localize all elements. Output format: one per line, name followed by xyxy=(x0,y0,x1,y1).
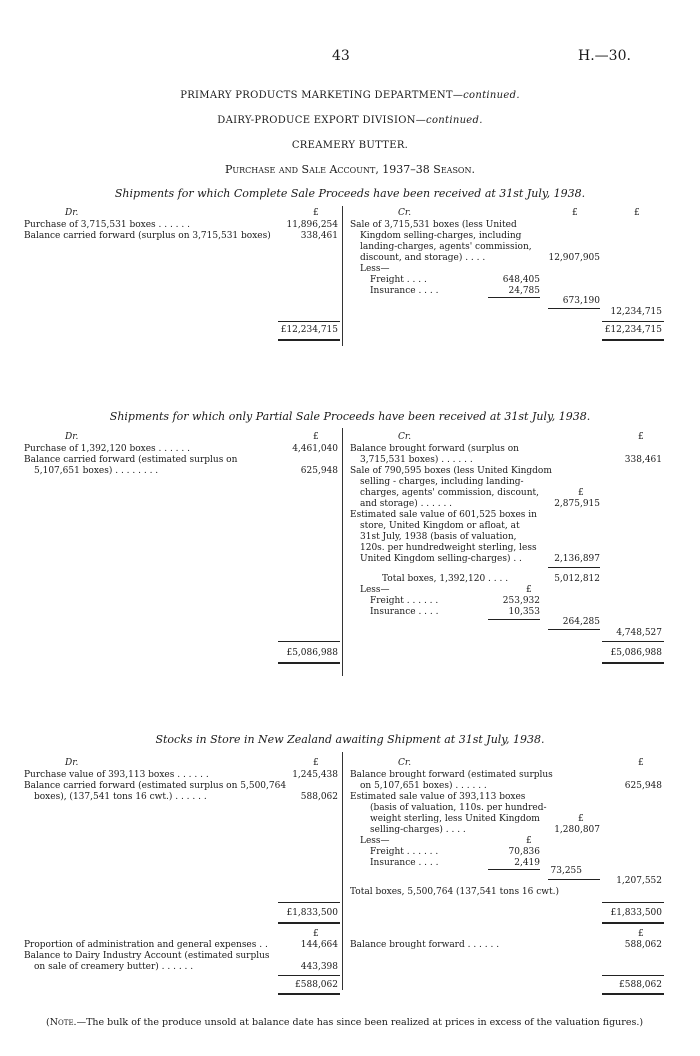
rule xyxy=(278,902,340,903)
page-number: 43 xyxy=(332,48,350,64)
debit-entry-label: Balance carried forward (surplus on 3,715,531 boxes) xyxy=(24,231,271,241)
rule xyxy=(278,641,340,642)
credit-entry-amount: 2,136,897 xyxy=(554,554,600,564)
insurance-label: Insurance . . . . xyxy=(370,607,439,617)
debit-entry-amount: 338,461 xyxy=(300,231,338,241)
credit-entry-label: Balance brought forward (surplus on xyxy=(350,444,519,454)
credit-entry-label: Estimated sale value of 601,525 boxes in xyxy=(350,510,537,520)
debit-entry-amount: 4,461,040 xyxy=(292,444,338,454)
debit-entry-label: Proportion of administration and general expenses . . xyxy=(24,940,268,950)
section-heading: Shipments for which only Partial Sale Proceeds have been received at 31st July, 1938. xyxy=(109,410,591,423)
debit-entry-amount: 11,896,254 xyxy=(286,220,338,230)
rule xyxy=(602,321,664,322)
credit-entry-amount: 338,461 xyxy=(624,455,662,465)
double-rule xyxy=(602,662,664,664)
debit-entry-amount: 625,948 xyxy=(300,466,338,476)
credit-total: £5,086,988 xyxy=(610,648,662,658)
debit-label: Dr. xyxy=(65,208,79,218)
rule xyxy=(602,975,664,976)
credit-entry-label: weight sterling, less United Kingdom xyxy=(370,814,540,824)
less-total-amount: 73,255 xyxy=(550,866,582,876)
rule xyxy=(602,641,664,642)
credit-entry-label: United Kingdom selling-charges) . . xyxy=(360,554,522,564)
credit-label: Cr. xyxy=(398,432,412,442)
debit-total: £12,234,715 xyxy=(280,325,338,335)
insurance-label: Insurance . . . . xyxy=(370,286,439,296)
freight-label: Freight . . . . xyxy=(370,275,427,285)
less-label: Less— xyxy=(360,264,390,274)
credit-entry-label: Balance brought forward (estimated surplus xyxy=(350,770,553,780)
credit-entry-label: discount, and storage) . . . . xyxy=(360,253,486,263)
pound-symbol: £ xyxy=(526,836,532,846)
credit-entry-label: 31st July, 1938 (basis of valuation, xyxy=(360,532,517,542)
debit-entry-amount: 1,245,438 xyxy=(292,770,338,780)
double-rule xyxy=(278,662,340,664)
insurance-amount: 10,353 xyxy=(508,607,540,617)
debit-entry-label: Purchase of 3,715,531 boxes . . . . . . xyxy=(24,220,190,230)
freight-amount: 648,405 xyxy=(502,275,540,285)
credit-entry-label: selling - charges, including landing- xyxy=(360,477,524,487)
column-divider xyxy=(342,428,343,676)
pound-symbol: £ xyxy=(578,814,584,824)
credit-entry-label: Sale of 3,715,531 boxes (less United xyxy=(350,220,517,230)
pound-symbol: £ xyxy=(313,432,319,442)
credit-total: £588,062 xyxy=(619,980,662,990)
pound-symbol: £ xyxy=(313,929,319,939)
credit-entry-label: Kingdom selling-charges, including xyxy=(360,231,522,241)
debit-label: Dr. xyxy=(65,758,79,768)
credit-entry-amount: 2,875,915 xyxy=(554,499,600,509)
credit-entry-amount: 1,280,807 xyxy=(554,825,600,835)
total-boxes-label: Total boxes, 1,392,120 . . . . xyxy=(382,574,509,584)
double-rule xyxy=(602,922,664,924)
debit-total: £5,086,988 xyxy=(286,648,338,658)
debit-total: £588,062 xyxy=(295,980,338,990)
pound-symbol: £ xyxy=(638,929,644,939)
insurance-label: Insurance . . . . xyxy=(370,858,439,868)
footnote: (Note.—The bulk of the produce unsold at balance date has since been realized at prices in excess of the valuation figures.) xyxy=(46,1017,644,1028)
debit-entry-label: Balance to Dairy Industry Account (estimated surplus xyxy=(24,951,270,961)
double-rule xyxy=(278,922,340,924)
credit-entry-amount: 625,948 xyxy=(624,781,662,791)
credit-entry-label: 120s. per hundredweight sterling, less xyxy=(360,543,537,553)
double-rule xyxy=(602,993,664,995)
debit-label: Dr. xyxy=(65,432,79,442)
net-amount: 1,207,552 xyxy=(616,876,662,886)
less-total-amount: 673,190 xyxy=(562,296,600,306)
section-heading: Stocks in Store in New Zealand awaiting Shipment at 31st July, 1938. xyxy=(155,733,545,746)
division-title: DAIRY-PRODUCE EXPORT DIVISION—continued. xyxy=(217,115,483,126)
rule xyxy=(278,975,340,976)
column-divider xyxy=(342,752,343,990)
double-rule xyxy=(602,339,664,341)
credit-entry-label: on 5,107,651 boxes) . . . . . . xyxy=(360,781,487,791)
credit-entry-label: landing-charges, agents' commission, xyxy=(360,242,532,252)
debit-entry-label: Balance carried forward (estimated surplus on xyxy=(24,455,238,465)
credit-entry-label: store, United Kingdom or afloat, at xyxy=(360,521,520,531)
credit-total: £12,234,715 xyxy=(604,325,662,335)
less-total-amount: 264,285 xyxy=(562,617,600,627)
pound-symbol: £ xyxy=(638,432,644,442)
credit-entry-label: and storage) . . . . . . xyxy=(360,499,453,509)
department-title: PRIMARY PRODUCTS MARKETING DEPARTMENT—continued. xyxy=(180,90,520,101)
pound-symbol: £ xyxy=(313,758,319,768)
debit-entry-amount: 144,664 xyxy=(300,940,338,950)
credit-entry-label: (basis of valuation, 110s. per hundred- xyxy=(370,803,547,813)
double-rule xyxy=(278,339,340,341)
debit-entry-label: on sale of creamery butter) . . . . . . xyxy=(34,962,194,972)
credit-entry-label: charges, agents' commission, discount, xyxy=(360,488,539,498)
credit-entry-label: Sale of 790,595 boxes (less United Kingdom xyxy=(350,466,552,476)
freight-amount: 253,932 xyxy=(502,596,540,606)
credit-entry-amount: 12,907,905 xyxy=(548,253,600,263)
double-rule xyxy=(278,993,340,995)
credit-entry-label: 3,715,531 boxes) . . . . . . xyxy=(360,455,473,465)
less-label: Less— xyxy=(360,585,390,595)
net-amount: 4,748,527 xyxy=(616,628,662,638)
pound-symbol: £ xyxy=(572,208,578,218)
debit-entry-label: Purchase of 1,392,120 boxes . . . . . . xyxy=(24,444,190,454)
credit-entry-amount: 588,062 xyxy=(624,940,662,950)
credit-entry-label: selling-charges) . . . . xyxy=(370,825,466,835)
debit-entry-amount: 443,398 xyxy=(300,962,338,972)
credit-label: Cr. xyxy=(398,758,412,768)
debit-entry-label: 5,107,651 boxes) . . . . . . . . xyxy=(34,466,159,476)
pound-symbol: £ xyxy=(313,208,319,218)
column-divider xyxy=(342,206,343,346)
credit-entry-label: Balance brought forward . . . . . . xyxy=(350,940,500,950)
freight-label: Freight . . . . . . xyxy=(370,847,439,857)
total-boxes-amount: 5,012,812 xyxy=(554,574,600,584)
debit-entry-label: Purchase value of 393,113 boxes . . . . . . xyxy=(24,770,209,780)
debit-entry-amount: 588,062 xyxy=(300,792,338,802)
pound-symbol: £ xyxy=(578,488,584,498)
debit-entry-label: boxes), (137,541 tons 16 cwt.) . . . . . . xyxy=(34,792,207,802)
debit-total: £1,833,500 xyxy=(286,908,338,918)
document-reference: H.—30. xyxy=(578,48,631,64)
pound-symbol: £ xyxy=(638,758,644,768)
credit-total: £1,833,500 xyxy=(610,908,662,918)
freight-label: Freight . . . . . . xyxy=(370,596,439,606)
account-title: Purchase and Sale Account, 1937–38 Season. xyxy=(224,163,475,176)
total-boxes-label: Total boxes, 5,500,764 (137,541 tons 16 cwt.) xyxy=(350,887,559,897)
credit-label: Cr. xyxy=(398,208,412,218)
less-label: Less— xyxy=(360,836,390,846)
insurance-amount: 24,785 xyxy=(508,286,540,296)
net-amount: 12,234,715 xyxy=(610,307,662,317)
rule xyxy=(548,567,600,568)
freight-amount: 70,836 xyxy=(508,847,540,857)
pound-symbol: £ xyxy=(526,585,532,595)
insurance-amount: 2,419 xyxy=(514,858,540,868)
section-heading: Shipments for which Complete Sale Proceeds have been received at 31st July, 1938. xyxy=(114,187,586,200)
rule xyxy=(278,321,340,322)
pound-symbol: £ xyxy=(634,208,640,218)
rule xyxy=(602,902,664,903)
credit-entry-label: Estimated sale value of 393,113 boxes xyxy=(350,792,526,802)
product-title: CREAMERY BUTTER. xyxy=(291,140,409,151)
debit-entry-label: Balance carried forward (estimated surplus on 5,500,764 xyxy=(24,781,287,791)
